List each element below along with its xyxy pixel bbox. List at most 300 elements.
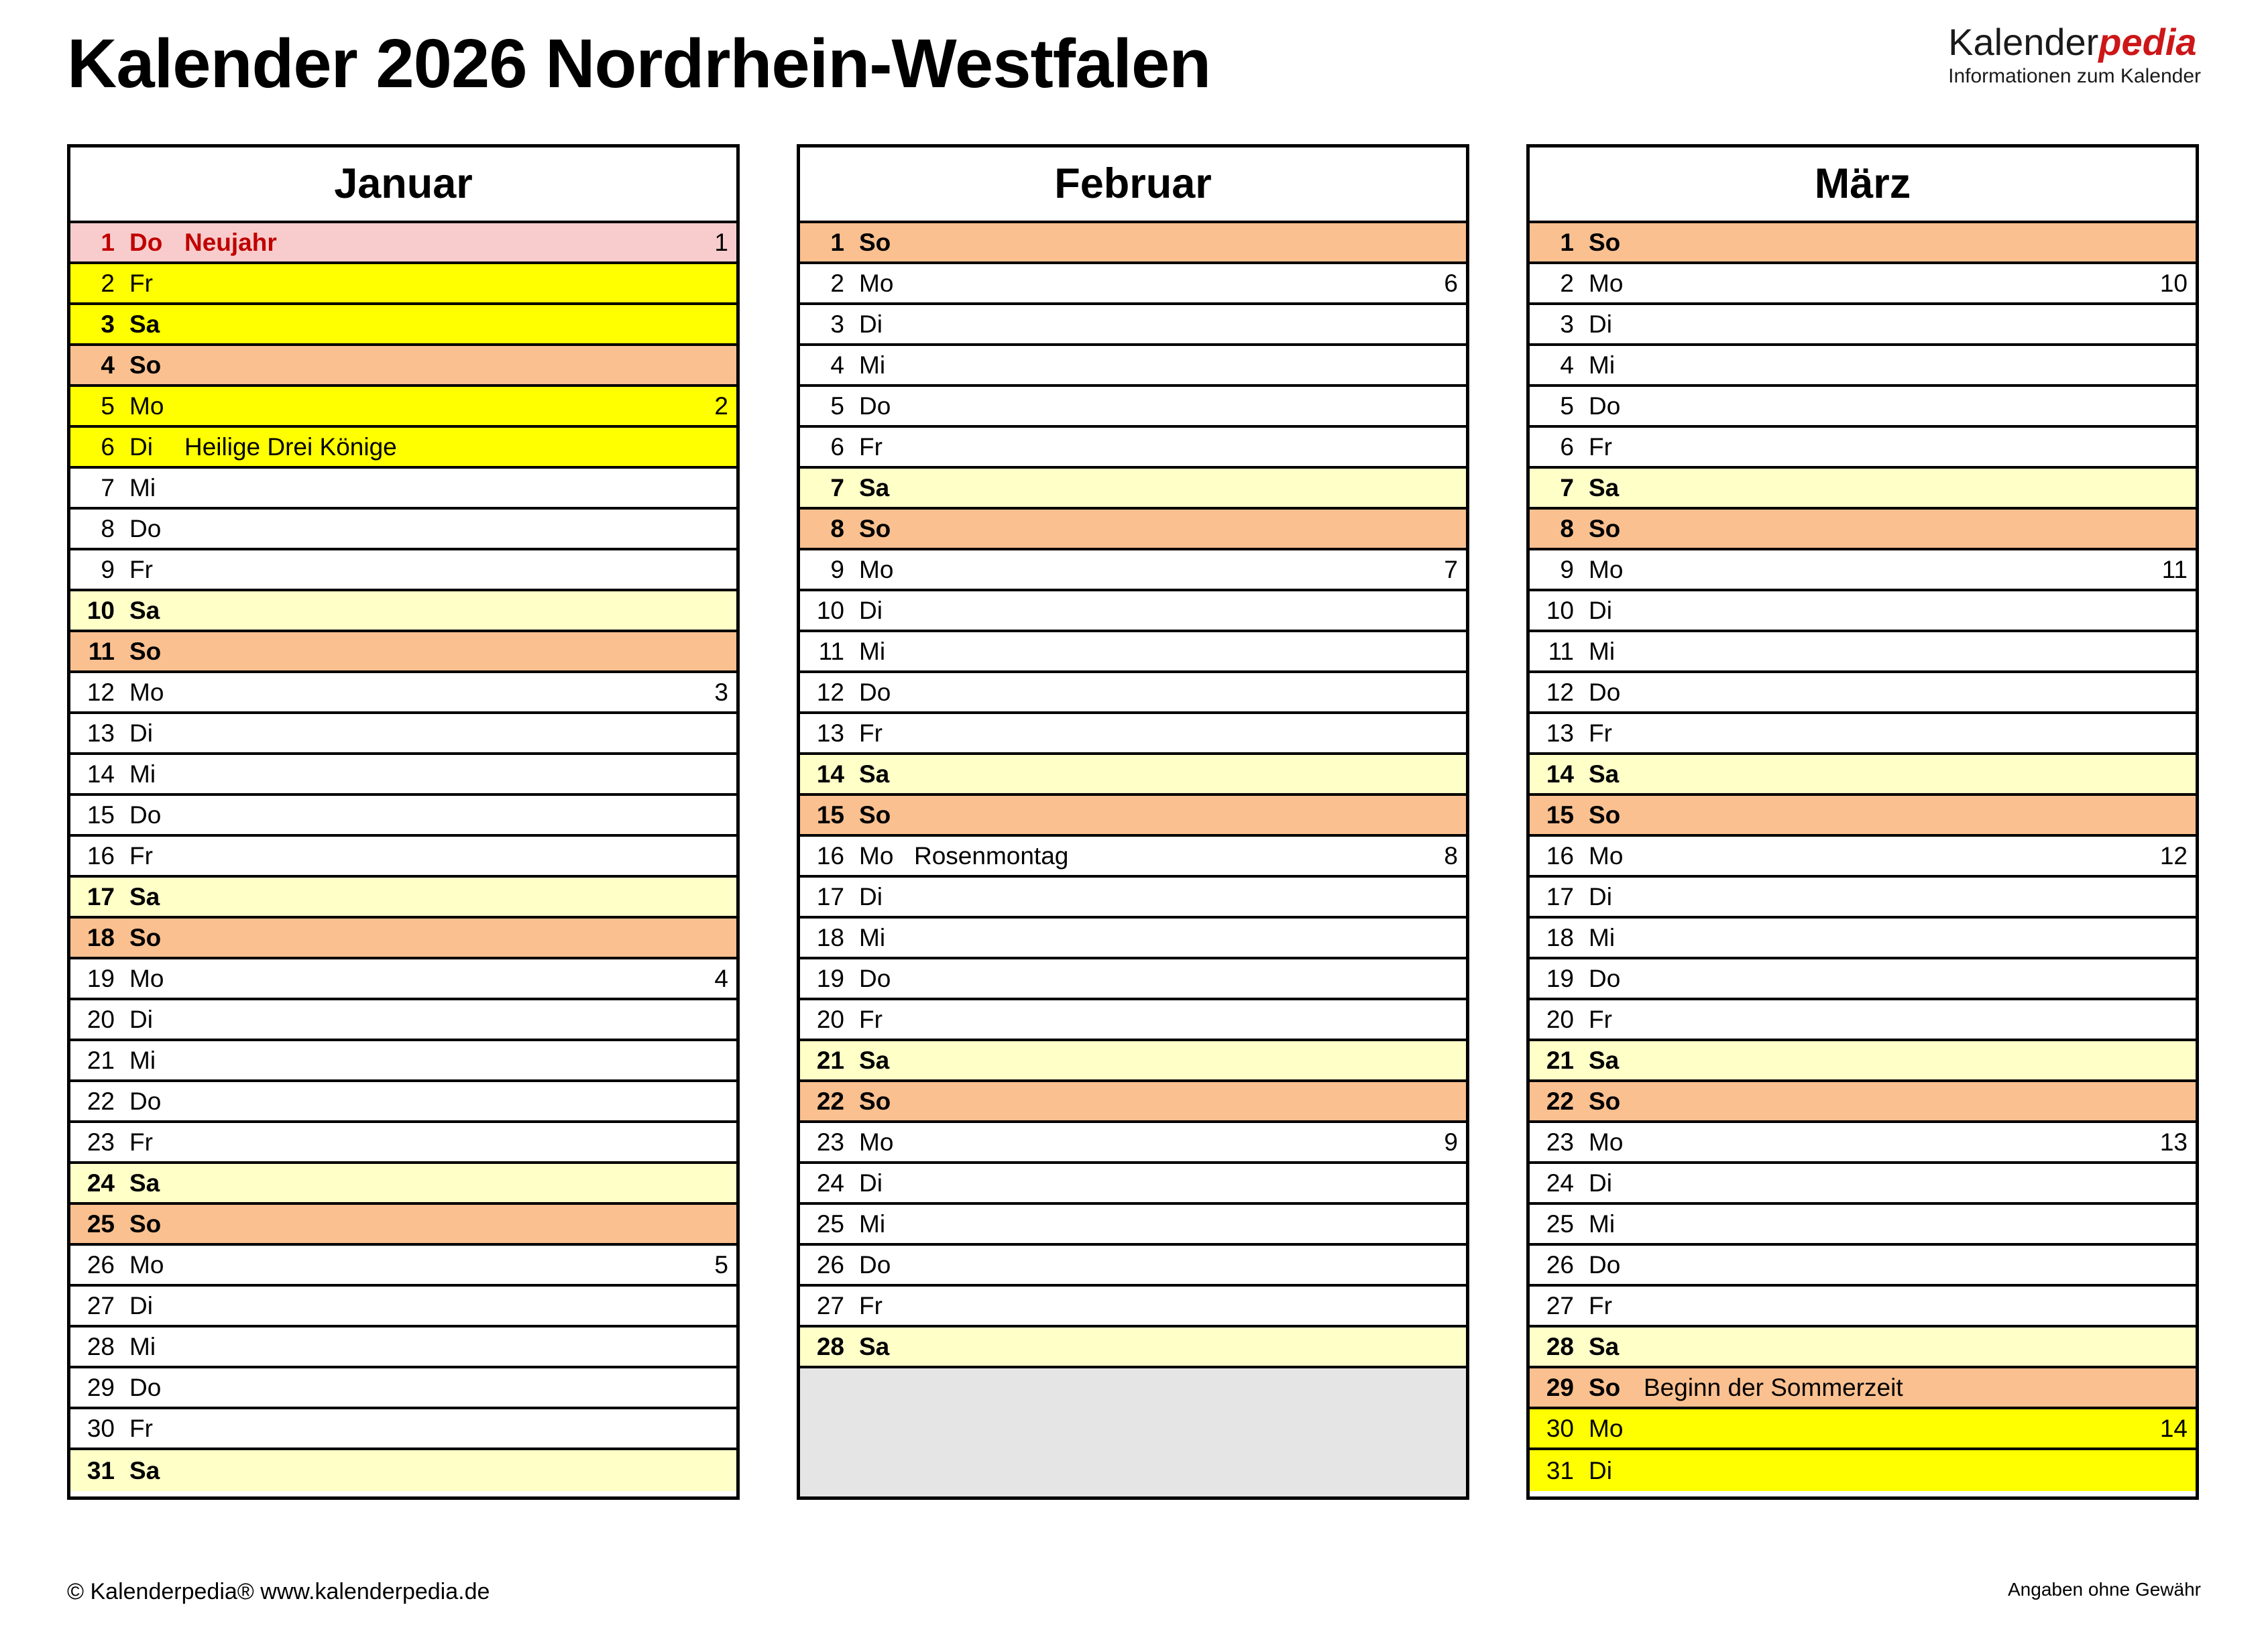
- weekday-label: Mi: [859, 1210, 886, 1238]
- week-number: 14: [2159, 1414, 2188, 1442]
- day-row: [1530, 714, 2196, 755]
- day-row: [1530, 1205, 2196, 1246]
- page-footer: [67, 1579, 2201, 1605]
- day-row: [800, 714, 1466, 755]
- weekday-label: Fr: [129, 1414, 153, 1442]
- day-number: 25: [87, 1210, 115, 1238]
- weekday-label: So: [1589, 801, 1621, 829]
- weekday-label: Mo: [859, 841, 894, 870]
- weekday-label: Mi: [1589, 637, 1616, 665]
- day-row: [70, 264, 736, 305]
- day-row: [800, 959, 1466, 1000]
- day-number: 9: [101, 555, 115, 583]
- day-row: [1530, 1409, 2196, 1450]
- day-number: 14: [1546, 760, 1574, 788]
- logo-wordmark: [1948, 23, 2201, 62]
- disclaimer-text: Angaben ohne Gewähr: [2008, 1579, 2201, 1600]
- week-number: 11: [2161, 555, 2188, 583]
- day-number: 25: [1546, 1210, 1574, 1238]
- weekday-label: Sa: [129, 1169, 160, 1197]
- day-number: 27: [87, 1291, 115, 1319]
- day-number: 20: [87, 1005, 115, 1033]
- day-row: [1530, 1368, 2196, 1409]
- day-row: [1530, 1164, 2196, 1205]
- day-number: 4: [1560, 351, 1574, 379]
- copyright-text: © Kalenderpedia® www.kalenderpedia.de: [67, 1579, 490, 1604]
- day-row: [1530, 1041, 2196, 1082]
- weekday-label: Di: [1589, 882, 1612, 910]
- weekday-label: Do: [129, 1087, 162, 1115]
- day-row: [1530, 1082, 2196, 1123]
- weekday-label: Sa: [129, 1456, 160, 1484]
- day-number: 24: [1546, 1169, 1574, 1197]
- weekday-label: Sa: [859, 1332, 890, 1360]
- weekday-label: Mi: [129, 760, 156, 788]
- weekday-label: Mo: [129, 964, 164, 992]
- day-number: 26: [816, 1250, 844, 1279]
- day-number: 12: [1546, 678, 1574, 706]
- day-number: 10: [816, 596, 844, 624]
- day-row: [1530, 1000, 2196, 1041]
- day-row: [1530, 1123, 2196, 1164]
- weekday-label: Sa: [1589, 1332, 1620, 1360]
- weekday-label: So: [1589, 228, 1621, 256]
- day-number: 4: [830, 351, 844, 379]
- day-row: [800, 428, 1466, 469]
- weekday-label: So: [1589, 1373, 1621, 1401]
- weekday-label: Di: [129, 719, 153, 747]
- day-number: 1: [101, 228, 115, 256]
- day-row: [1530, 632, 2196, 673]
- day-row: [70, 1123, 736, 1164]
- day-row: [70, 1450, 736, 1491]
- day-row: [1530, 673, 2196, 714]
- day-number: 22: [87, 1087, 115, 1115]
- day-number: 23: [87, 1128, 115, 1156]
- day-number: 11: [88, 637, 115, 665]
- weekday-label: So: [129, 923, 162, 951]
- weekday-label: Do: [1589, 678, 1621, 706]
- weekday-label: Do: [129, 1373, 162, 1401]
- weekday-label: Di: [859, 310, 883, 338]
- day-number: 23: [816, 1128, 844, 1156]
- weekday-label: Mi: [129, 473, 156, 501]
- day-row: [800, 387, 1466, 428]
- weekday-label: Do: [859, 964, 891, 992]
- day-number: 18: [87, 923, 115, 951]
- day-number: 19: [87, 964, 115, 992]
- month-title: März: [1530, 148, 2196, 223]
- weekday-label: Sa: [129, 310, 160, 338]
- day-number: 3: [101, 310, 115, 338]
- day-row: [70, 387, 736, 428]
- weekday-label: Mo: [1589, 841, 1624, 870]
- weekday-label: Mo: [859, 1128, 894, 1156]
- day-row: [800, 469, 1466, 510]
- day-number: 16: [87, 841, 115, 870]
- weekday-label: Sa: [1589, 1046, 1620, 1074]
- day-row: [1530, 223, 2196, 264]
- weekday-label: Do: [1589, 1250, 1621, 1279]
- weekday-label: Di: [129, 432, 153, 461]
- day-number: 15: [816, 801, 844, 829]
- week-number: 9: [1444, 1128, 1458, 1156]
- day-number: 6: [101, 432, 115, 461]
- weekday-label: Mo: [859, 555, 894, 583]
- day-number: 25: [816, 1210, 844, 1238]
- week-number: 5: [714, 1250, 728, 1279]
- day-row: [800, 1164, 1466, 1205]
- weekday-label: Mo: [1589, 555, 1624, 583]
- day-row: [800, 837, 1466, 878]
- day-number: 21: [1546, 1046, 1574, 1074]
- day-row: [800, 223, 1466, 264]
- day-row: [800, 1082, 1466, 1123]
- day-row: [70, 305, 736, 346]
- day-number: 7: [101, 473, 115, 501]
- day-row: [1530, 591, 2196, 632]
- day-number: 27: [1546, 1291, 1574, 1319]
- day-row: [70, 223, 736, 264]
- day-number: 29: [87, 1373, 115, 1401]
- day-number: 11: [818, 637, 844, 665]
- day-number: 6: [1560, 432, 1574, 461]
- day-number: 7: [1560, 473, 1574, 501]
- day-number: 8: [830, 514, 844, 542]
- day-number: 10: [87, 596, 115, 624]
- day-number: 3: [1560, 310, 1574, 338]
- day-row: [1530, 837, 2196, 878]
- day-number: 10: [1546, 596, 1574, 624]
- day-row: [800, 755, 1466, 796]
- week-number: 6: [1444, 269, 1458, 297]
- weekday-label: Sa: [129, 596, 160, 624]
- day-number: 13: [87, 719, 115, 747]
- week-number: 3: [714, 678, 728, 706]
- day-row: [800, 1000, 1466, 1041]
- day-number: 28: [87, 1332, 115, 1360]
- day-number: 24: [816, 1169, 844, 1197]
- weekday-label: Sa: [859, 1046, 890, 1074]
- weekday-label: Di: [859, 596, 883, 624]
- weekday-label: Fr: [1589, 1005, 1612, 1033]
- weekday-label: Fr: [129, 555, 153, 583]
- holiday-label: Rosenmontag: [914, 841, 1069, 870]
- day-number: 19: [816, 964, 844, 992]
- weekday-label: Do: [859, 678, 891, 706]
- weekday-label: Sa: [129, 882, 160, 910]
- weekday-label: Mo: [129, 1250, 164, 1279]
- day-row: [70, 1328, 736, 1368]
- day-row: [1530, 1246, 2196, 1287]
- day-row: [800, 1041, 1466, 1082]
- day-number: 28: [1546, 1332, 1574, 1360]
- week-number: 4: [714, 964, 728, 992]
- day-row: [70, 1368, 736, 1409]
- day-number: 9: [1560, 555, 1574, 583]
- weekday-label: Mi: [859, 637, 886, 665]
- day-number: 3: [830, 310, 844, 338]
- weekday-label: Fr: [859, 432, 883, 461]
- day-number: 6: [830, 432, 844, 461]
- week-number: 7: [1444, 555, 1458, 583]
- day-row: [1530, 1287, 2196, 1328]
- day-number: 2: [830, 269, 844, 297]
- weekday-label: Mi: [129, 1332, 156, 1360]
- day-row: [1530, 755, 2196, 796]
- day-row: [1530, 510, 2196, 550]
- weekday-label: So: [859, 1087, 891, 1115]
- day-number: 19: [1546, 964, 1574, 992]
- day-row: [70, 1409, 736, 1450]
- day-number: 20: [1546, 1005, 1574, 1033]
- month-table-3: [1526, 144, 2199, 1500]
- weekday-label: Mi: [1589, 1210, 1616, 1238]
- weekday-label: Fr: [859, 1005, 883, 1033]
- weekday-label: Mi: [1589, 923, 1616, 951]
- weekday-label: Do: [1589, 392, 1621, 420]
- day-row: [800, 1205, 1466, 1246]
- day-number: 16: [816, 841, 844, 870]
- day-number: 2: [101, 269, 115, 297]
- month-table-1: [67, 144, 740, 1500]
- day-number: 7: [830, 473, 844, 501]
- calendar-months: [67, 144, 2199, 1500]
- day-number: 13: [816, 719, 844, 747]
- day-number: 17: [87, 882, 115, 910]
- day-row: [1530, 346, 2196, 387]
- day-number: 15: [1546, 801, 1574, 829]
- day-number: 27: [816, 1291, 844, 1319]
- holiday-label: Neujahr: [184, 228, 277, 256]
- empty-cells: [800, 1368, 1466, 1496]
- week-number: 13: [2159, 1128, 2188, 1156]
- day-number: 26: [1546, 1250, 1574, 1279]
- day-row: [800, 264, 1466, 305]
- weekday-label: Di: [1589, 1169, 1612, 1197]
- weekday-label: Fr: [1589, 1291, 1612, 1319]
- day-number: 24: [87, 1169, 115, 1197]
- day-number: 17: [1546, 882, 1574, 910]
- day-row: [1530, 469, 2196, 510]
- day-number: 12: [816, 678, 844, 706]
- weekday-label: Di: [129, 1005, 153, 1033]
- weekday-label: Mi: [1589, 351, 1616, 379]
- weekday-label: Mi: [129, 1046, 156, 1074]
- weekday-label: Di: [1589, 1456, 1612, 1484]
- day-number: 1: [1560, 228, 1574, 256]
- weekday-label: Fr: [1589, 432, 1612, 461]
- day-row: [800, 1328, 1466, 1368]
- day-row: [800, 878, 1466, 919]
- weekday-label: Di: [1589, 310, 1612, 338]
- weekday-label: So: [859, 514, 891, 542]
- weekday-label: Di: [129, 1291, 153, 1319]
- page-header: [67, 13, 2201, 127]
- weekday-label: Mo: [1589, 269, 1624, 297]
- day-number: 4: [101, 351, 115, 379]
- day-row: [1530, 550, 2196, 591]
- week-number: 8: [1444, 841, 1458, 870]
- weekday-label: Mi: [859, 351, 886, 379]
- day-number: 14: [816, 760, 844, 788]
- day-row: [70, 346, 736, 387]
- day-row: [800, 673, 1466, 714]
- weekday-label: So: [129, 637, 162, 665]
- day-number: 8: [1560, 514, 1574, 542]
- day-number: 8: [101, 514, 115, 542]
- day-number: 28: [816, 1332, 844, 1360]
- day-row: [1530, 428, 2196, 469]
- day-number: 21: [816, 1046, 844, 1074]
- day-row: [800, 632, 1466, 673]
- day-row: [70, 959, 736, 1000]
- weekday-label: Di: [859, 882, 883, 910]
- weekday-label: Fr: [859, 1291, 883, 1319]
- day-number: 15: [87, 801, 115, 829]
- day-row: [1530, 959, 2196, 1000]
- day-row: [70, 755, 736, 796]
- day-row: [70, 919, 736, 959]
- week-number: 1: [714, 228, 728, 256]
- weekday-label: Mo: [1589, 1414, 1624, 1442]
- day-number: 31: [87, 1456, 115, 1484]
- day-number: 29: [1546, 1373, 1574, 1401]
- weekday-label: Fr: [1589, 719, 1612, 747]
- weekday-label: Do: [129, 514, 162, 542]
- weekday-label: Fr: [859, 719, 883, 747]
- weekday-label: Mo: [1589, 1128, 1624, 1156]
- day-row: [1530, 305, 2196, 346]
- day-number: 31: [1546, 1456, 1574, 1484]
- month-title: Januar: [70, 148, 736, 223]
- day-row: [1530, 1328, 2196, 1368]
- weekday-label: So: [1589, 514, 1621, 542]
- weekday-label: Sa: [859, 760, 890, 788]
- day-row: [800, 591, 1466, 632]
- day-row: [70, 591, 736, 632]
- day-number: 5: [830, 392, 844, 420]
- day-row: [1530, 264, 2196, 305]
- week-number: 2: [714, 392, 728, 420]
- weekday-label: So: [129, 351, 162, 379]
- day-row: [70, 878, 736, 919]
- day-number: 22: [1546, 1087, 1574, 1115]
- week-number: 12: [2159, 841, 2188, 870]
- month-table-2: [797, 144, 1469, 1500]
- day-row: [70, 1164, 736, 1205]
- day-row: [70, 510, 736, 550]
- day-row: [800, 346, 1466, 387]
- day-row: [70, 1000, 736, 1041]
- month-title: Februar: [800, 148, 1466, 223]
- weekday-label: Do: [859, 392, 891, 420]
- day-row: [70, 632, 736, 673]
- weekday-label: Fr: [129, 1128, 153, 1156]
- logo-tagline: Informationen zum Kalender: [1948, 64, 2201, 87]
- day-row: [800, 1246, 1466, 1287]
- day-number: 22: [816, 1087, 844, 1115]
- day-number: 30: [1546, 1414, 1574, 1442]
- day-number: 13: [1546, 719, 1574, 747]
- day-row: [800, 550, 1466, 591]
- day-row: [70, 428, 736, 469]
- weekday-label: Fr: [129, 269, 153, 297]
- day-number: 12: [87, 678, 115, 706]
- weekday-label: So: [859, 228, 891, 256]
- day-number: 23: [1546, 1128, 1574, 1156]
- day-row: [70, 673, 736, 714]
- day-number: 30: [87, 1414, 115, 1442]
- day-row: [800, 919, 1466, 959]
- holiday-label: Heilige Drei Könige: [184, 432, 397, 461]
- day-row: [70, 1287, 736, 1328]
- weekday-label: Mi: [859, 923, 886, 951]
- day-number: 18: [1546, 923, 1574, 951]
- weekday-label: Di: [1589, 596, 1612, 624]
- logo-part-pedia: pedia: [2098, 21, 2197, 63]
- day-row: [1530, 1450, 2196, 1491]
- day-row: [70, 796, 736, 837]
- day-number: 1: [830, 228, 844, 256]
- weekday-label: Mo: [129, 678, 164, 706]
- day-number: 14: [87, 760, 115, 788]
- day-row: [70, 1041, 736, 1082]
- day-row: [70, 837, 736, 878]
- day-row: [800, 796, 1466, 837]
- day-row: [70, 550, 736, 591]
- day-number: 18: [816, 923, 844, 951]
- day-number: 2: [1560, 269, 1574, 297]
- weekday-label: Do: [1589, 964, 1621, 992]
- weekday-label: Sa: [1589, 760, 1620, 788]
- day-row: [800, 510, 1466, 550]
- holiday-label: Beginn der Sommerzeit: [1644, 1373, 1903, 1401]
- day-row: [70, 1246, 736, 1287]
- weekday-label: Mo: [129, 392, 164, 420]
- weekday-label: Di: [859, 1169, 883, 1197]
- day-number: 11: [1548, 637, 1574, 665]
- weekday-label: Mo: [859, 269, 894, 297]
- day-number: 26: [87, 1250, 115, 1279]
- day-row: [1530, 387, 2196, 428]
- day-number: 17: [816, 882, 844, 910]
- weekday-label: Do: [129, 228, 163, 256]
- week-number: 10: [2159, 269, 2188, 297]
- logo-part-kalender: Kalender: [1948, 21, 2099, 63]
- day-number: 16: [1546, 841, 1574, 870]
- weekday-label: So: [129, 1210, 162, 1238]
- weekday-label: Sa: [1589, 473, 1620, 501]
- day-number: 5: [1560, 392, 1574, 420]
- day-row: [800, 305, 1466, 346]
- weekday-label: Fr: [129, 841, 153, 870]
- day-number: 20: [816, 1005, 844, 1033]
- kalenderpedia-logo: [1948, 23, 2201, 88]
- page-title: Kalender 2026 Nordrhein-Westfalen: [67, 25, 1211, 102]
- day-row: [1530, 796, 2196, 837]
- day-number: 5: [101, 392, 115, 420]
- weekday-label: So: [859, 801, 891, 829]
- weekday-label: Do: [859, 1250, 891, 1279]
- day-number: 9: [830, 555, 844, 583]
- day-row: [70, 469, 736, 510]
- weekday-label: Do: [129, 801, 162, 829]
- day-row: [70, 714, 736, 755]
- day-row: [70, 1205, 736, 1246]
- day-row: [1530, 919, 2196, 959]
- day-row: [800, 1123, 1466, 1164]
